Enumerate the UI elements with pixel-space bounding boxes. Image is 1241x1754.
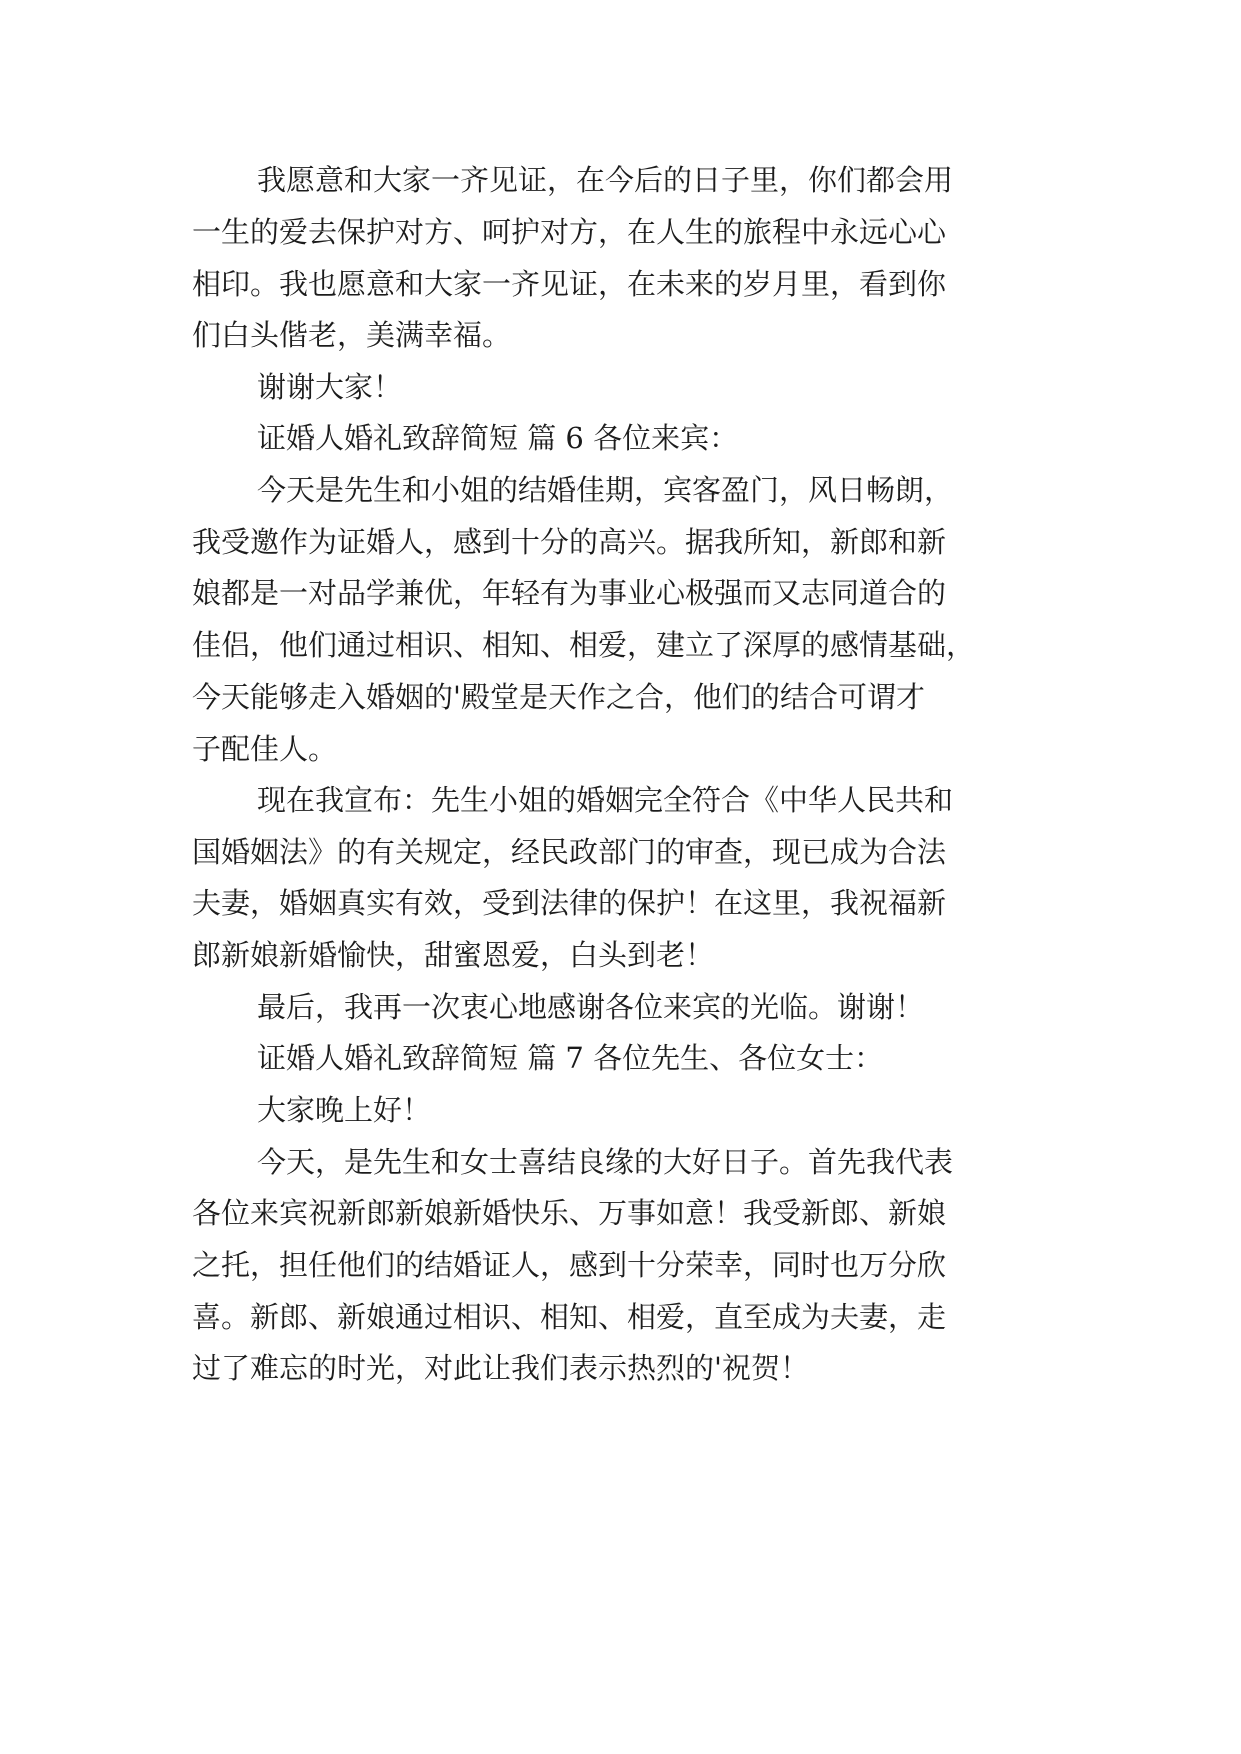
text-line: 我愿意和大家一齐见证，在今后的日子里，你们都会用 [257,163,954,197]
text-line: 大家晚上好！ [257,1093,432,1127]
section-heading: 证婚人婚礼致辞简短 篇 7 各位先生、各位女士： [257,1041,884,1075]
text-line: 一生的爱去保护对方、呵护对方，在人生的旅程中永远心心 [192,215,947,249]
text-line: 郎新娘新婚愉快，甜蜜恩爱，白头到老！ [192,938,715,972]
text-line: 娘都是一对品学兼优，年轻有为事业心极强而又志同道合的 [192,576,947,610]
text-line: 今天是先生和小姐的结婚佳期，宾客盈门，风日畅朗， [257,473,954,507]
text-line: 今天能够走入婚姻的'殿堂是天作之合，他们的结合可谓才 [192,680,925,714]
text-line: 现在我宣布：先生小姐的婚姻完全符合《中华人民共和 [257,783,954,817]
text-line: 之托，担任他们的结婚证人，感到十分荣幸，同时也万分欣 [192,1248,947,1282]
text-line: 相印。我也愿意和大家一齐见证，在未来的岁月里，看到你 [192,267,947,301]
text-line: 子配佳人。 [192,732,338,766]
text-line: 过了难忘的时光，对此让我们表示热烈的'祝贺！ [192,1351,809,1385]
text-line: 今天，是先生和女士喜结良缘的大好日子。首先我代表 [257,1145,954,1179]
text-line: 各位来宾祝新郎新娘新婚快乐、万事如意！我受新郎、新娘 [192,1196,947,1230]
text-line: 佳侣，他们通过相识、相知、相爱，建立了深厚的感情基础， [192,628,976,662]
text-line: 国婚姻法》的有关规定，经民政部门的审查，现已成为合法 [192,835,947,869]
text-line: 最后，我再一次衷心地感谢各位来宾的光临。谢谢！ [257,990,925,1024]
text-line: 喜。新郎、新娘通过相识、相知、相爱，直至成为夫妻，走 [192,1300,947,1334]
text-line: 夫妻，婚姻真实有效，受到法律的保护！在这里，我祝福新 [192,886,947,920]
text-line: 我受邀作为证婚人，感到十分的高兴。据我所知，新郎和新 [192,525,947,559]
section-heading: 证婚人婚礼致辞简短 篇 6 各位来宾： [257,421,739,455]
text-line: 们白头偕老，美满幸福。 [192,318,512,352]
text-line: 谢谢大家！ [257,370,403,404]
